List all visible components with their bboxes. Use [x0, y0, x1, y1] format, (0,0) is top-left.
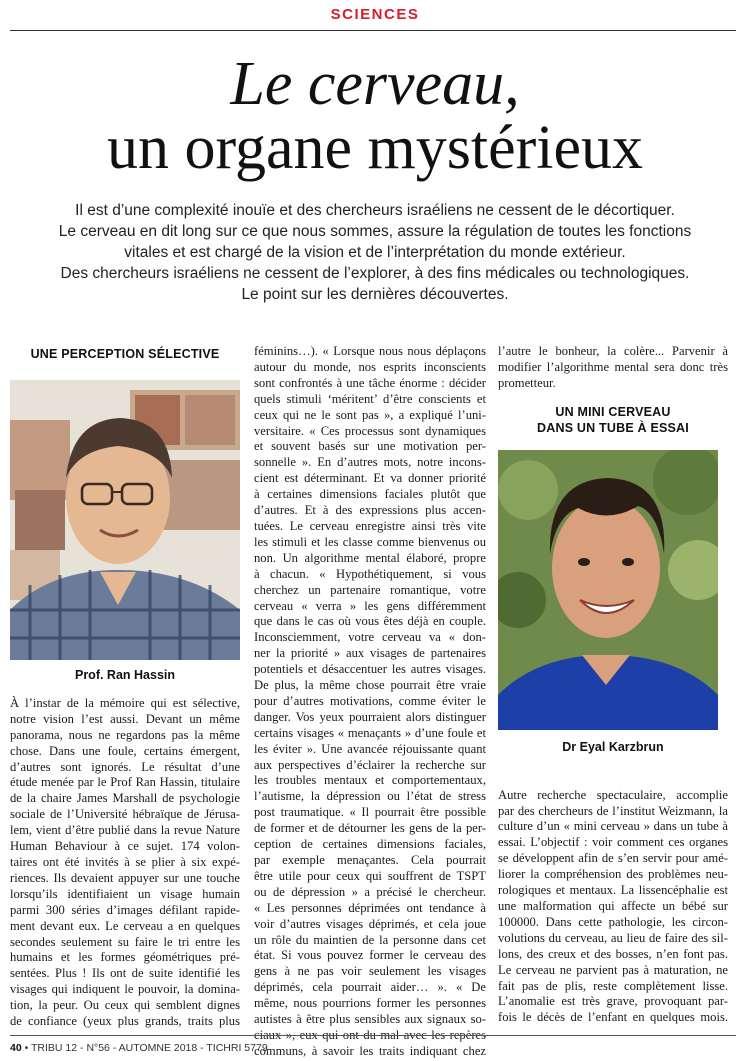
- text-line: Human Behaviour à ce sujet. 174 volon-: [10, 839, 240, 854]
- column-1: [10, 340, 240, 1030]
- text-line: l’autisme, la dépression ou l’état de stress: [254, 789, 486, 804]
- text-line: état. Si vous pouvez former le cerveau des: [254, 948, 486, 963]
- text-line: une malformation qui affecte un bébé sur: [498, 898, 728, 913]
- text-line: à certaines dimensions faciales plutôt que: [254, 487, 486, 502]
- column-1-body: [10, 696, 240, 1030]
- standfirst-line: Des chercheurs israéliens ne cessent de l’explorer, à des fins médicales ou technologiques.: [60, 265, 690, 282]
- text-line: prometteur.: [498, 375, 556, 390]
- text-line: lorsqu’ils identifiaient un visage humain: [10, 886, 240, 901]
- text-line: tuées. Le cerveau enregistre ainsi très vite: [254, 518, 486, 533]
- headline-line-1: Le cerveau,: [230, 50, 520, 118]
- text-line: potentiels et désaccentuer les autres visages.: [254, 662, 486, 677]
- text-line: pour d’autres motivations, comme éviter le: [254, 693, 486, 708]
- text-line: communs, à savoir les traits indiquant chez: [254, 1043, 486, 1058]
- column-2-body: [254, 344, 486, 1060]
- text-line: danger. Vos yeux pourraient alors distinguer: [254, 709, 486, 724]
- top-rule: [10, 30, 736, 31]
- text-line: et souvent basés sur une motivation per-: [254, 439, 486, 454]
- text-line: secondes seulement su faire le tri entre les: [10, 934, 240, 949]
- text-line: se développent afin de s’en servir pour amé-: [498, 851, 728, 866]
- text-line: sociale de l’Université hébraïque de Jérusa-: [10, 807, 240, 822]
- standfirst-line: Le point sur les dernières découvertes.: [241, 286, 509, 303]
- text-line: parmi 300 séries d’images défilant rapide-: [10, 902, 240, 917]
- section-heading-line: DANS UN TUBE À ESSAI: [537, 420, 689, 435]
- text-line: que dans le cas où vous êtes déjà en couple.: [254, 614, 486, 629]
- text-line: par exemple menaçantes. Cela pourrait: [254, 853, 486, 867]
- text-line: certains visages « menaçants » d’une foule et: [254, 725, 486, 740]
- text-line: chose. Dans une foule, certains émergent,: [10, 743, 240, 758]
- section-rubric: SCIENCES: [330, 6, 420, 23]
- standfirst-line: Il est d’une complexité inouïe et des chercheurs israéliens ne cessent de le décortiquer.: [75, 202, 675, 219]
- text-line: « Les personnes déprimées ont tendance à: [254, 900, 486, 915]
- section-heading-line: UN MINI CERVEAU: [555, 404, 671, 419]
- column-3-body: [498, 788, 728, 1027]
- photo-caption-ran-hassin: Prof. Ran Hassin: [74, 668, 176, 682]
- text-line: cient est déterminant. Et va donner priorité: [254, 471, 486, 486]
- section-heading-mini-cerveau: [498, 404, 728, 436]
- standfirst-line: Le cerveau en dit long sur ce que nous sommes, assure la régulation de toutes les fonctions: [58, 223, 692, 240]
- text-line: sentées. Plus ! Ils ont de suite identifié les: [10, 966, 240, 981]
- text-line: modifier l’algorithme mental sera donc très: [498, 359, 728, 374]
- text-line: voir d’autres visages déprimés, et cela joue: [254, 916, 486, 931]
- text-line: autour du monde, nos esprits inconscients: [254, 359, 486, 374]
- text-line: aux perspectives d’éclairer la recherche sur: [254, 757, 486, 772]
- footer-rule: [10, 1035, 736, 1036]
- text-line: ment devant eux. Le cerveau a en quelques: [10, 918, 240, 933]
- text-line: post traumatique. « Il pourrait être possible: [254, 805, 486, 820]
- text-line: les stimuli et les classe comme bienvenus ou: [254, 534, 486, 549]
- text-line: culture d’un « mini cerveau » dans un tube à: [498, 819, 728, 834]
- text-line: ciaux », eux qui ont du mal avec les repères: [254, 1027, 486, 1042]
- text-line: liorer la compréhension des problèmes neu-: [498, 867, 728, 882]
- text-line: autistes à être plus sensibles aux signaux so-: [254, 1012, 486, 1027]
- column-3: [498, 344, 728, 1026]
- column-3-intro: [498, 344, 728, 392]
- portrait-ran-hassin-image: [10, 380, 240, 660]
- text-line: ception de certaines dimensions faciales,: [254, 837, 486, 852]
- text-line: tion, la peur. Ou ceux qui semblent dignes: [10, 998, 240, 1013]
- text-line: Le cerveau ne parvient pas à maturation, ne: [498, 962, 728, 977]
- text-line: ner la priorité » aux visages de partenaires: [254, 646, 486, 661]
- text-line: de former et de détourner les gens de la per-: [254, 821, 486, 836]
- section-heading-perception: UNE PERCEPTION SÉLECTIVE: [30, 347, 220, 361]
- text-line: non. Un algorithme mental élaboré, propre: [254, 550, 486, 565]
- text-line: riences. Ils devaient appuyer sur une touche: [10, 870, 240, 885]
- text-line: les troubles mentaux et comportementaux,: [254, 773, 486, 788]
- text-line: lons, des creux et des bosses, n’en font pas.: [498, 946, 728, 961]
- portrait-eyal-karzbrun-image: [498, 450, 718, 730]
- text-line: même, nous pourrions former les personnes: [254, 996, 486, 1011]
- text-line: versitaire. « Ces processus sont dynamiques: [254, 423, 486, 438]
- column-2: [254, 344, 486, 1060]
- text-line: fait pas de plis, reste complètement lisse.: [498, 978, 728, 993]
- text-line: gens à ne pas voir seulement les visages: [254, 964, 486, 979]
- standfirst: [10, 200, 740, 305]
- text-line: Inconsciemment, votre cerveau va « don-: [254, 630, 486, 645]
- text-line: fois le décès de l’enfant en quelques mois.: [498, 1010, 728, 1025]
- text-line: visages qui indiquent le pouvoir, la domina-: [10, 982, 240, 997]
- text-line: déprimés, cela pourrait aider… ». « De: [254, 980, 486, 995]
- text-line: à chacun. « Hypothétiquement, si vous: [254, 566, 486, 581]
- text-line: un rôle du maintien de la personne dans cet: [254, 932, 486, 947]
- text-line: sonnelle ». En d’autres mots, notre incons-: [254, 455, 486, 470]
- text-line: ceux qui ne le sont pas », a expliqué l’uni-: [254, 407, 486, 422]
- text-line: d’autres sont ignorés. Le résultat d’une: [10, 759, 240, 774]
- text-line: volutions du cerveau, au lieu de faire des sil-: [498, 930, 728, 945]
- text-line: rologiques et mentaux. La lissencéphalie est: [498, 883, 728, 898]
- standfirst-line: vitales et est chargé de la vision et de l’interprétation du monde extérieur.: [124, 244, 626, 261]
- page-footer: [10, 1042, 268, 1054]
- headline: [0, 52, 750, 180]
- text-line: lem, vient d’être publié dans la revue Nature: [10, 823, 240, 838]
- text-line: panorama, nous ne regardons pas la même: [10, 727, 240, 742]
- portrait-photo-eyal-karzbrun: [498, 450, 718, 730]
- text-line: À l’instar de la mémoire qui est sélective,: [10, 695, 240, 710]
- photo-caption-eyal-karzbrun: Dr Eyal Karzbrun: [562, 739, 664, 754]
- text-line: les éviter ». Une avancée réjouissante quant: [254, 741, 486, 756]
- text-line: 100000. Dans cette pathologie, les circon-: [498, 914, 728, 929]
- text-line: sont confrontés à une tâche énorme : décider: [254, 375, 486, 390]
- text-line: cerveau « verra » les gens différemment: [254, 598, 486, 613]
- text-line: essai. L’objectif : voir comment ces organes: [498, 835, 728, 850]
- text-line: L’anomalie est très grave, provoquant par-: [498, 994, 728, 1009]
- text-line: cherchez un partenaire romantique, votre: [254, 582, 486, 597]
- text-line: de la chaire James Marshall de psychologie: [10, 791, 240, 806]
- text-line: étude menée par le Prof Ran Hassin, titulaire: [10, 775, 240, 790]
- text-line: De plus, la même chose pourrait être vraie: [254, 678, 486, 693]
- text-line: notre vision l’est aussi. Devant un même: [10, 711, 240, 726]
- page-number: 40: [10, 1042, 22, 1054]
- text-line: taires ont été invités à se plier à six expé-: [10, 854, 240, 869]
- headline-line-2: un organe mystérieux: [106, 114, 644, 182]
- text-line: l’autre le bonheur, la colère... Parvenir à: [498, 344, 728, 358]
- text-line: être utile pour ceux qui souffrent de TSPT: [254, 868, 486, 883]
- text-line: par des chercheurs de l’institut Weizmann, la: [498, 803, 728, 818]
- text-line: humains et les formes géométriques pré-: [10, 950, 240, 965]
- text-line: quels stimuli ‘méritent’ d’être conscients et: [254, 391, 486, 406]
- text-line: d’autres. Et à des expressions plus accen-: [254, 503, 486, 518]
- text-line: ou de dépression » a précisé le chercheur.: [254, 884, 486, 899]
- publication-info: • TRIBU 12 - N°56 - AUTOMNE 2018 - TICHRI 5779: [24, 1042, 268, 1054]
- text-line: Autre recherche spectaculaire, accomplie: [498, 787, 728, 802]
- text-line: féminins…). « Lorsque nous nous déplaçons: [254, 344, 486, 358]
- portrait-photo-ran-hassin: [10, 380, 240, 660]
- text-line: de confiance (yeux plus grands, traits plus: [10, 1014, 240, 1029]
